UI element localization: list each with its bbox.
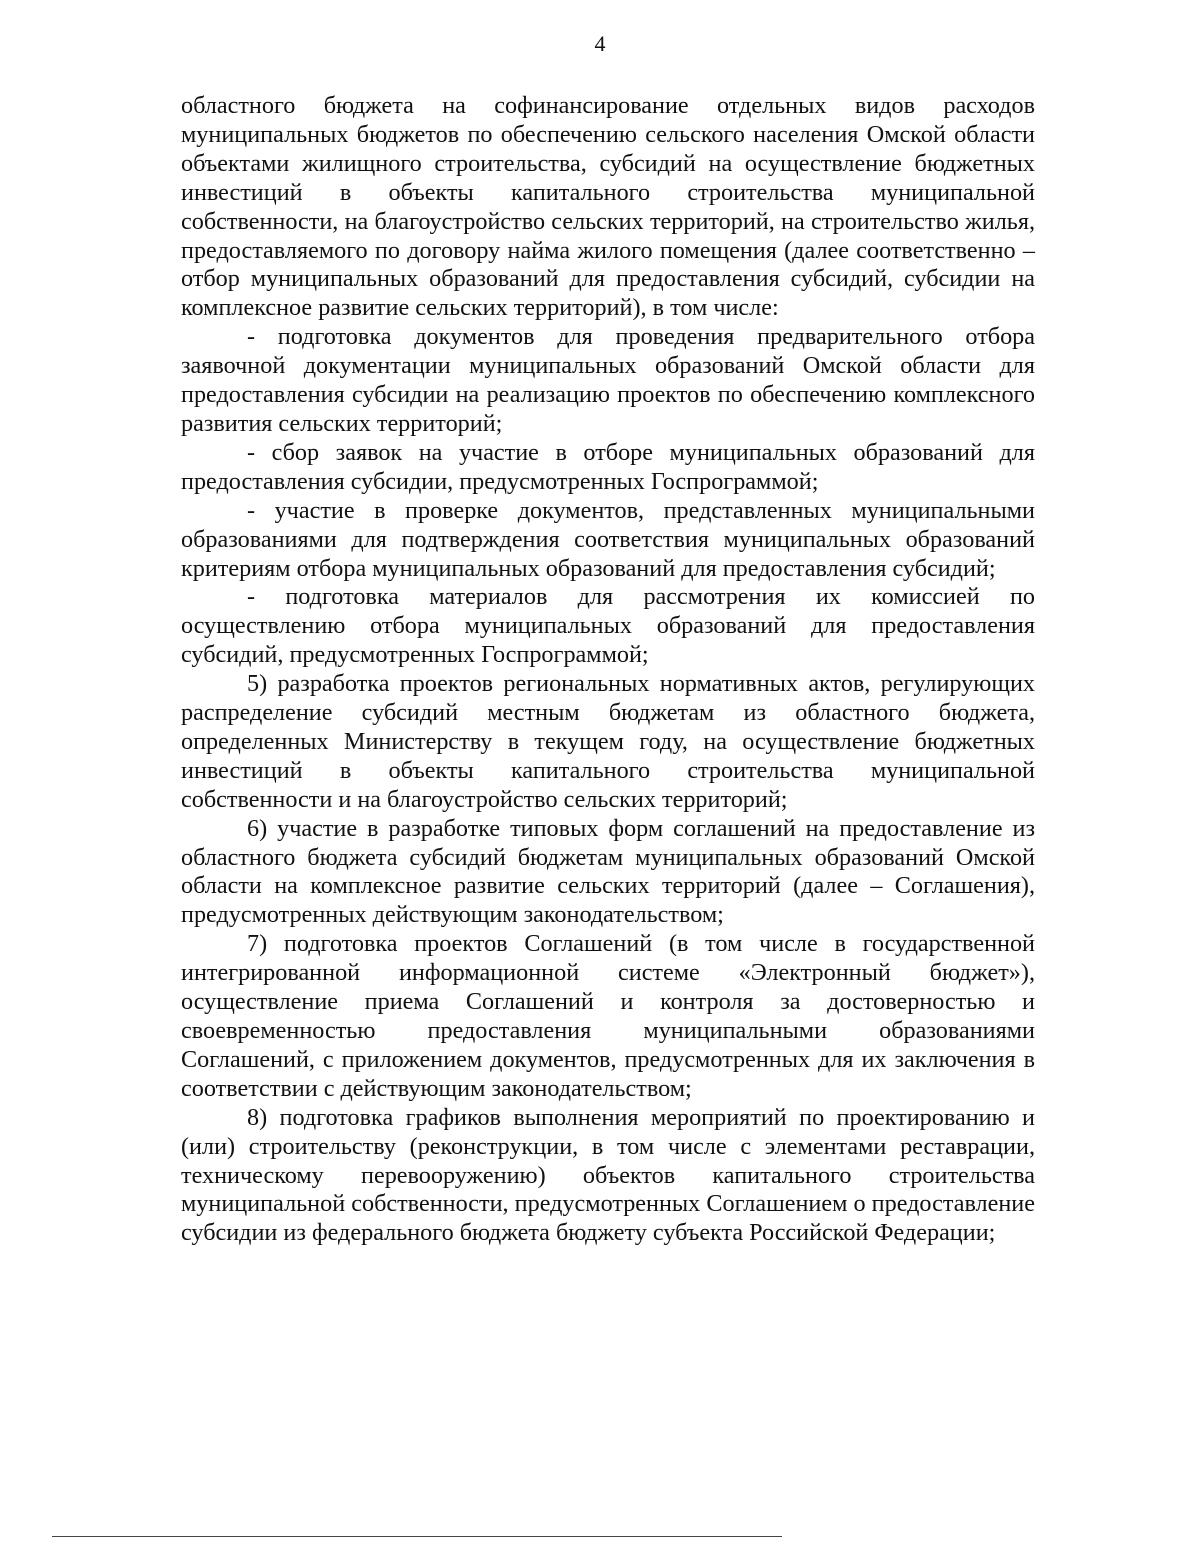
paragraph-continuation: областного бюджета на софинансирование отдельных видов расходов муниципальных бюджетов по обеспечению сельского населения Омской области объектами жилищного строительства, субсидий на осуществление бюджетных инвестиций в объекты капитального строительства муниципальной собственности, на благоустройство сельских территорий, на строительство жилья, предоставляемого по договору найма жилого помещения (далее соответственно – отбор муниципальных образований для предоставления субсидий, субсидии на комплексное развитие сельских территорий), в том числе: [181, 92, 1035, 322]
paragraph-list-item: - подготовка материалов для рассмотрения их комиссией по осуществлению отбора муниципальных образований для предоставления субсидий, предусмотренных Госпрограммой; [181, 583, 1035, 669]
paragraph-item-7: 7) подготовка проектов Соглашений (в том числе в государственной интегрированной информационной системе «Электронный бюджет»), осуществление приема Соглашений и контроля за достоверностью и своевременностью предоставления муниципальными образованиями Соглашений, с приложением документов, предусмотренных для их заключения в соответствии с действующим законодательством; [181, 930, 1035, 1102]
footer-divider [52, 1536, 782, 1537]
document-body [181, 92, 1035, 1248]
paragraph-item-6: 6) участие в разработке типовых форм соглашений на предоставление из областного бюджета субсидий бюджетам муниципальных образований Омской области на комплексное развитие сельских территорий (далее – Соглашения), предусмотренных действующим законодательством; [181, 814, 1035, 929]
paragraph-list-item: - участие в проверке документов, представленных муниципальными образованиями для подтверждения соответствия муниципальных образований критериям отбора муниципальных образований для предоставления субсидий; [181, 496, 1035, 582]
paragraph-item-5: 5) разработка проектов региональных нормативных актов, регулирующих распределение субсидий местным бюджетам из областного бюджета, определенных Министерству в текущем году, на осуществление бюджетных инвестиций в объекты капитального строительства муниципальной собственности и на благоустройство сельских территорий; [181, 670, 1035, 813]
paragraph-list-item: - подготовка документов для проведения предварительного отбора заявочной документации муниципальных образований Омской области для предоставления субсидии на реализацию проектов по обеспечению комплексного развития сельских территорий; [181, 323, 1035, 437]
paragraph-item-8: 8) подготовка графиков выполнения мероприятий по проектированию и (или) строительству (реконструкции, в том числе с элементами реставрации, техническому перевооружению) объектов капитального строительства муниципальной собственности, предусмотренных Соглашением о предоставление субсидии из федерального бюджета бюджету субъекта Российской Федерации; [181, 1103, 1035, 1247]
page-number: 4 [594, 31, 606, 56]
paragraph-list-item: - сбор заявок на участие в отборе муниципальных образований для предоставления субсидии, предусмотренных Госпрограммой; [181, 438, 1035, 495]
